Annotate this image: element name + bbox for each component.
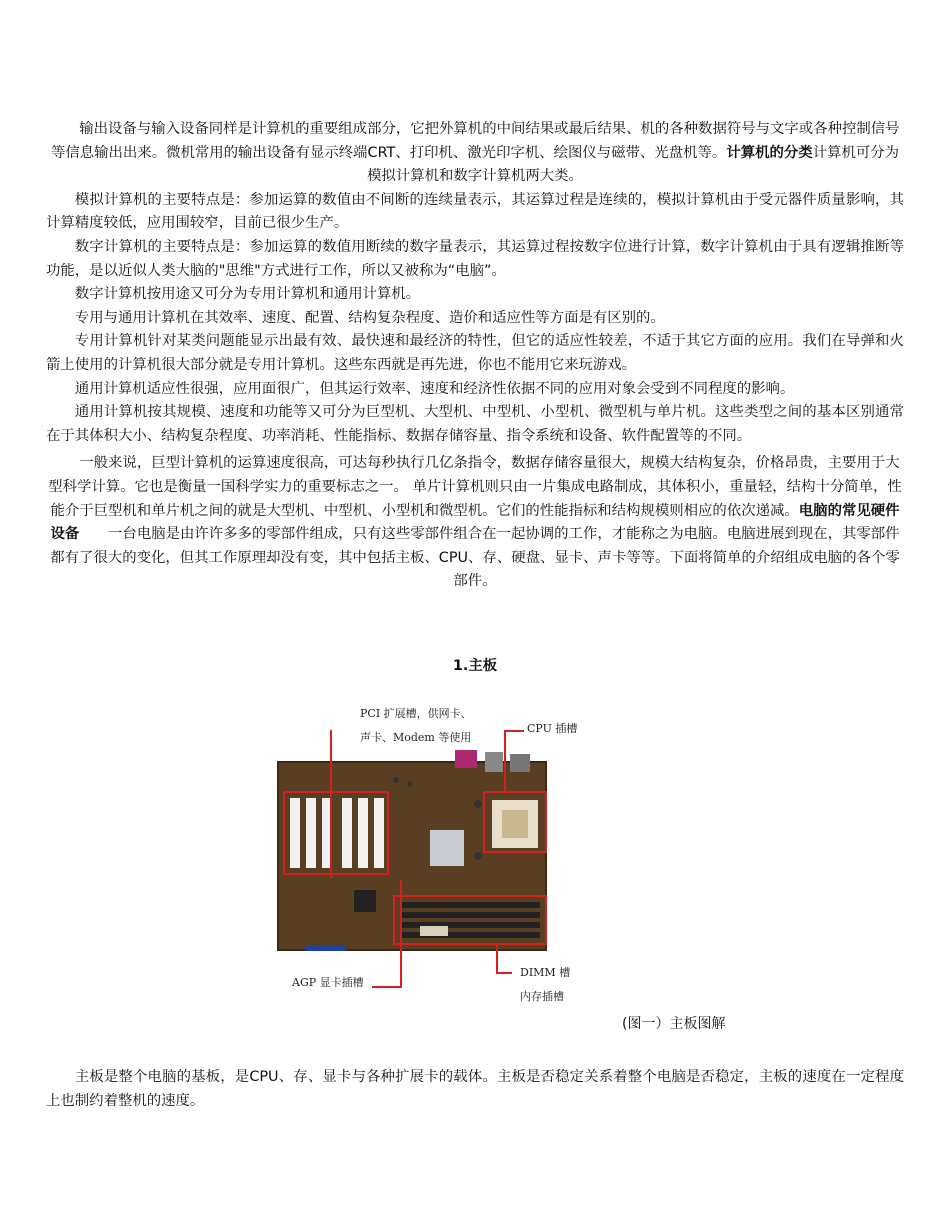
label-pci: PCI 扩展槽，供网卡、	[360, 707, 472, 720]
label-agp-slot: AGP 显卡插槽	[292, 976, 364, 989]
document-body-after-figure	[46, 1066, 904, 1113]
chipset-heatsink	[430, 830, 464, 866]
inline-heading-computer-classification: 计算机的分类	[726, 144, 813, 161]
paragraph-text: 输出设备与输入设备同样是计算机的重要组成部分，它把外算机的中间结果或最后结果、机的各种数据符号与文字或各种控制信号等信息输出出来。微机常用的输出设备有显示终端CRT、打印机、激光印字机、绘图仪与磁带、光盘机等。	[50, 121, 900, 161]
paragraph-text: 一台电脑是由许许多多的零部件组成，只有这些零部件组合在一起协调的工作，才能称之为电脑。电脑进展到现在，其零部件都有了很大的变化，但其工作原理却没有变，其中包括主板、CPU、存、硬盘、显卡、声卡等等。下面将简单的介绍组成电脑的各个零部件。	[50, 526, 900, 590]
paragraph-digital-computer: 数字计算机的主要特点是：参加运算的数值用断续的数字量表示，其运算过程按数字位进行计算，数字计算机由于具有逻辑推断等功能，是以近似人类大脑的"思维"方式进行工作，所以又被称为“电脑”。	[46, 238, 904, 279]
paragraph-text: 一般来说，巨型计算机的运算速度很高，可达每秒执行几亿条指令，数据存储容量很大，规模大结构复杂，价格昂贵，主要用于大型科学计算。它也是衡量一国科学实力的重要标志之一。 单片计算机则只由一片集成电路制成，其体积小，重量轻，结构十分简单，性能介于巨型机和单片机之间的就是大型机、中型机、小型机和微型机。它们的性能指标和结构规模则相应的依次递减。	[48, 455, 902, 519]
inline-heading-hardware: 电脑的常见硬件设备	[50, 502, 900, 543]
label-cpu-socket: CPU 插槽	[527, 722, 578, 735]
label-dimm-slot: DIMM 槽	[520, 966, 571, 979]
paragraph-output-devices	[46, 118, 904, 189]
paragraph-text: 计算机可分为模拟计算机和数字计算机两大类。	[367, 144, 900, 185]
section-title-motherboard: 1.主板	[452, 658, 498, 674]
motherboard-illustration	[270, 680, 615, 1020]
document-body	[46, 118, 904, 594]
paragraph-analog-computer: 模拟计算机的主要特点是：参加运算的数值由不间断的连续量表示，其运算过程是连续的，模拟计算机由于受元器件质量影响，其计算精度较低，应用围较窄，目前已很少生产。	[46, 191, 904, 232]
motherboard-figure	[270, 680, 615, 1020]
paragraph-motherboard: 主板是整个电脑的基板，是CPU、存、显卡与各种扩展卡的载体。主板是否稳定关系着整个电脑是否稳定，主板的速度在一定程度上也制约着整机的速度。	[46, 1069, 904, 1109]
paragraph-special-purpose: 专用计算机针对某类问题能显示出最有效、最快速和最经济的特性，但它的适应性较差，不适于其它方面的应用。我们在导弹和火箭上使用的计算机很大部分就是专用计算机。这些东西就是再先进，你也不能用它来玩游戏。	[46, 333, 904, 373]
paragraph-supercomputer	[46, 452, 904, 594]
paragraph-general-purpose: 通用计算机适应性很强，应用面很广，但其运行效率、速度和经济性依据不同的应用对象会受到不同程度的影响。	[74, 380, 795, 397]
paragraph-special-vs-general: 专用与通用计算机在其效率、速度、配置、结构复杂程度、造价和适应性等方面是有区别的。	[74, 309, 665, 326]
paragraph-digital-types: 数字计算机按用途又可分为专用计算机和通用计算机。	[74, 286, 421, 303]
figure-caption: (图一）主板图解	[622, 1016, 726, 1032]
paragraph-computer-scale: 通用计算机按其规模、速度和功能等又可分为巨型机、大型机、中型机、小型机、微型机与单片机。这些类型之间的基本区别通常在于其体积大小、结构复杂程度、功率消耗、性能指标、数据存储容量、指令系统和设备、软件配置等的不同。	[46, 404, 904, 444]
parallel-port	[455, 750, 477, 768]
label-pci-usage: 声卡、Modem 等使用	[360, 731, 472, 744]
agp-slot	[306, 946, 346, 951]
label-memory-slot: 内存插槽	[520, 990, 564, 1003]
